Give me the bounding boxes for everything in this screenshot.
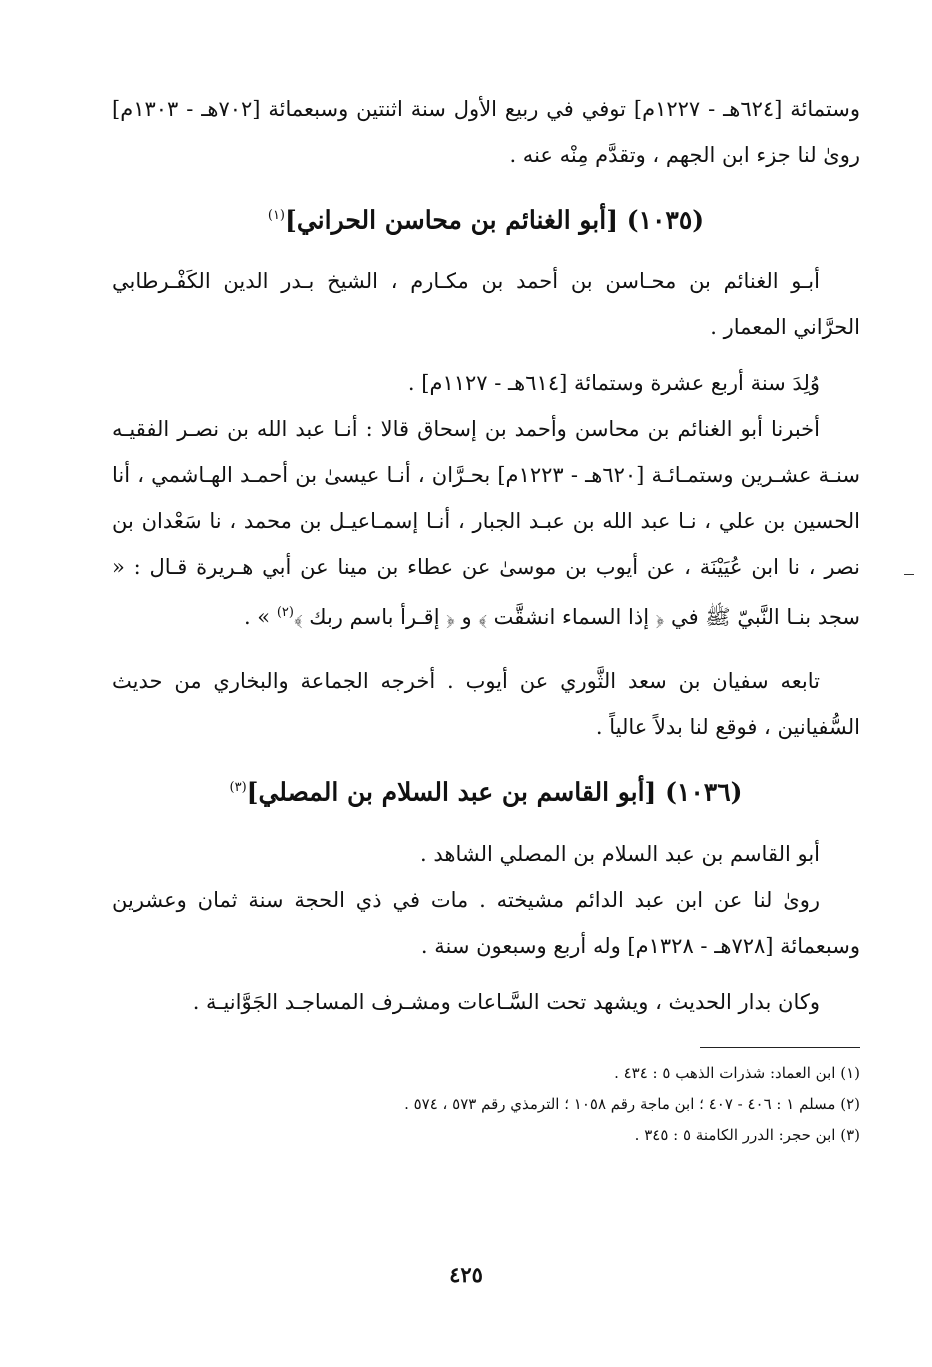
entry-heading-1036 (112, 764, 860, 816)
entry-1036-death: رویٰ لنا عن ابن عبد الدائم مشيخته . مات في ذي الحجة سنة ثمان وعشرين وسبعمائة [٧٢٨هـ - ١٣٢٨م] وله أربع وسبعون سنة . (112, 887, 860, 958)
entry-1035-hadith-text: أخبرنا أبو الغنائم بن محاسن وأحمد بن إسحاق قالا : أنـا عبد الله بن نصـر الفقيـه سنـة عشـرين وستمـائـة [٦٢٠هـ - ١٢٢٣م] بحـرَّان ، أنـا عيسىٰ بن أحمـد الهـاشمي ، أنا الحسين بن علي ، نـا عبد الله بن عبـد الجبار ، أنـا إسمـاعيـل بن محمد ، نا سَعْدان بن نصر ، نا ابن عُيَيْنَة ، عن أيوب بن موسىٰ عن عطاء بن مينا عن أبي هـريرة قـال : « سجد بنـا النَّبيّ ﷺ في ﴿ إذا السماء انشقَّت ﴾ و ﴿ إقـرأ باسم ربك ﴾ (112, 417, 860, 630)
entry-1036-place: وكان بدار الحديث ، ويشهد تحت السَّـاعات ومشـرف المساجـد الجَوَّانيـة . (192, 989, 820, 1014)
footnote-3: (٣) ابن حجر: الدرر الكامنة ٥ : ٣٤٥ . (634, 1125, 860, 1144)
footnote-ref-2[interactable]: (٢) (276, 605, 294, 621)
footnote-ref-3[interactable]: (٣) (229, 780, 247, 796)
entry-1035-hadith (112, 406, 860, 640)
page-number: ٤٢٥ (449, 1262, 483, 1287)
entry-heading-1035 (112, 192, 860, 244)
footnote-ref-1[interactable]: (١) (267, 208, 285, 223)
intro-paragraph: وستمائة [٦٢٤هـ - ١٢٢٧م] توفي في ربيع الأول سنة اثنتين وسبعمائة [٧٠٢هـ - ١٣٠٣م] رویٰ لنا جزء ابن الجهم ، وتقدَّم مِنْه عنه . (112, 97, 860, 167)
footnote-divider (700, 1047, 860, 1048)
entry-1035-hadith-end: » . (243, 605, 277, 630)
entry-heading-1035-text: (١٠٣٥) [أبو الغنائم بن محاسن الحراني] (285, 205, 705, 235)
entry-1035-name: أبـو الغنائم بن محـاسن بن أحمد بن مكـارم ، الشيخ بـدر الدين الكَفْـرطابي الحرَّاني المعمار . (112, 269, 860, 340)
page-body (112, 86, 860, 1151)
entry-heading-1036-text: (١٠٣٦) [أبو القاسم بن عبد السلام بن المصلي] (246, 777, 743, 807)
footnote-1: (١) ابن العماد: شذرات الذهب ٥ : ٤٣٤ . (614, 1063, 860, 1082)
margin-mark (904, 574, 914, 575)
entry-1035-birth: وُلِدَ سنة أربع عشرة وستمائة [٦١٤هـ - ١١٢٧م] . (407, 371, 820, 396)
entry-1035-follow: تابعه سفيان بن سعد الثَّوري عن أيوب . أخرجه الجماعة والبخاري من حديث السُّفيانين ، فوقع لنا بدلاً عالياً . (112, 669, 860, 740)
footnote-2: (٢) مسلم ١ : ٤٠٦ - ٤٠٧ ؛ ابن ماجة رقم ١٠٥٨ ؛ الترمذي رقم ٥٧٣ ، ٥٧٤ . (404, 1094, 860, 1113)
entry-1036-name: أبو القاسم بن عبد السلام بن المصلي الشاهد . (420, 841, 820, 866)
